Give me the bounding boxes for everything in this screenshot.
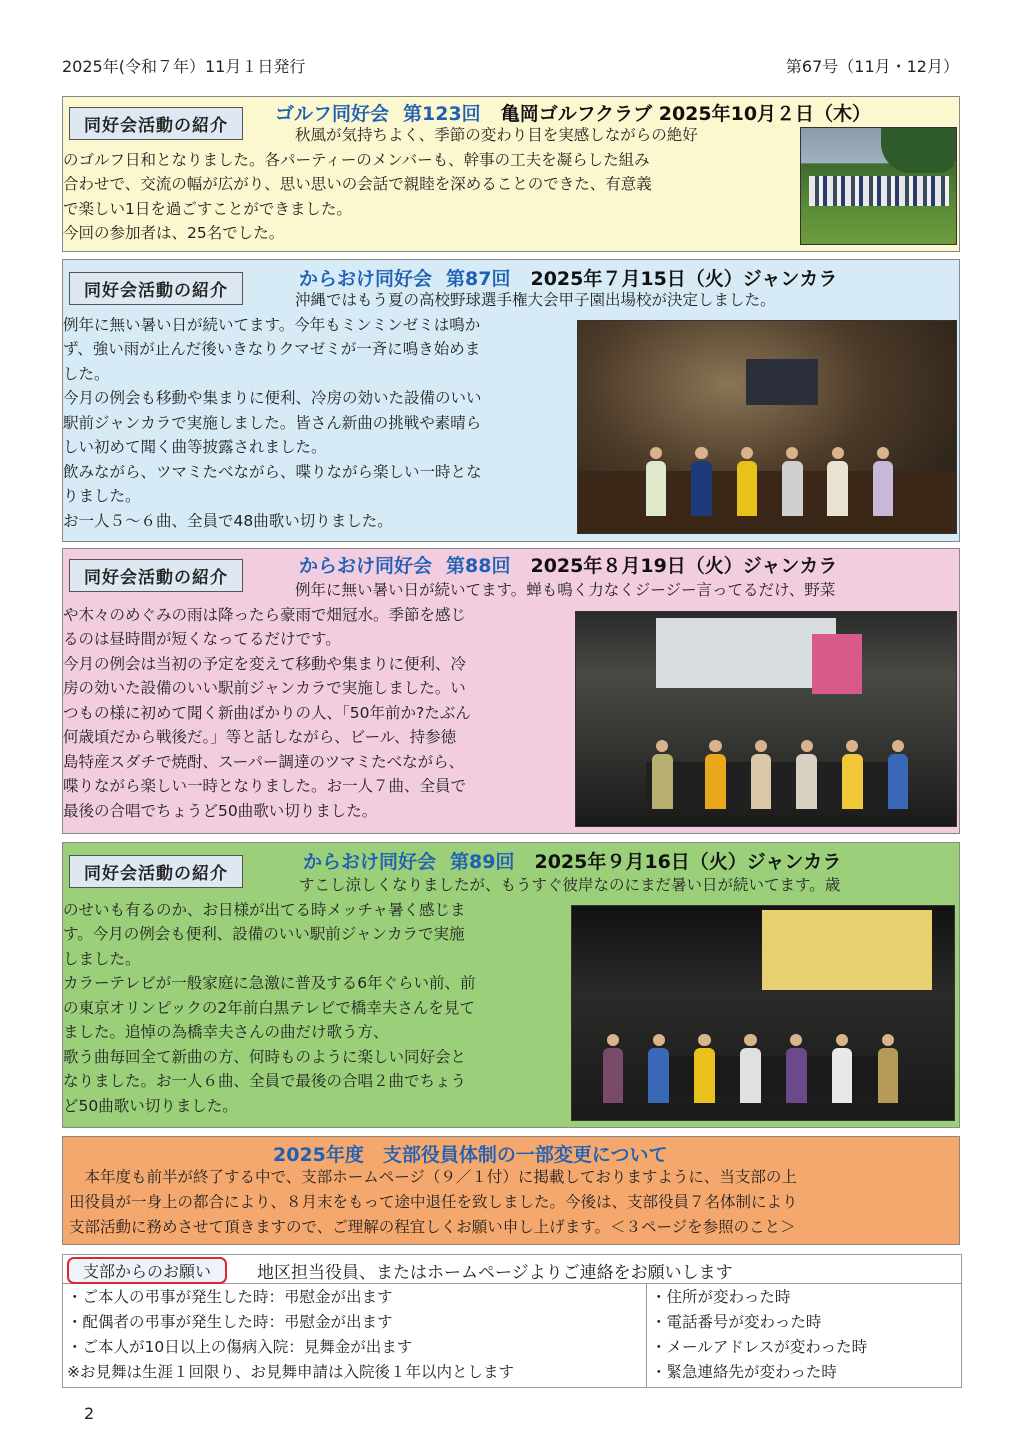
body-line: 沖縄ではもう夏の高校野球選手権大会甲子園出場校が決定しました。 [295,291,776,309]
body-line: りました。 [63,487,141,505]
body-line: ました。追悼の為橋幸夫さんの曲だけ歌う方、 [63,1023,389,1041]
meeting-date: 2025年８月19日（火）ジャンカラ [530,555,838,577]
body-line: した。 [63,364,110,383]
body-line: ど50曲歌い切りました。 [63,1096,238,1115]
body-line: 歌う曲毎回全て新曲の方、何時ものように楽しい同好会と [63,1047,467,1066]
branch-request-box [62,1254,962,1388]
body-line: カラーテレビが一般家庭に急激に普及する6年ぐらい前、前 [63,974,476,992]
section-tag: 同好会活動の紹介 [69,855,243,888]
notice-body [69,1165,953,1240]
photo-person [737,447,757,516]
body-line: お一人５～６曲、全員で48曲歌い切りました。 [63,511,393,530]
photo-sofa [578,471,957,534]
body-line: で楽しい1日を過ごすことができました。 [63,199,352,218]
body-line: 飲みながら、ツマミたべながら、喋りながら楽しい一時とな [63,462,482,481]
notice-line: 田役員が一身上の都合により、８月末をもって途中退任を致しました。今後は、支部役員７名体制により [69,1193,798,1211]
issue-date: 2025年(令和７年）11月１日発行 [62,57,306,76]
officer-change-notice [62,1136,960,1245]
meeting-date: 亀岡ゴルフクラブ 2025年10月２日（木） [500,103,872,125]
photo-poster [812,634,862,694]
request-header [63,1255,961,1284]
body-line: 房の効いた設備のいい駅前ジャンカラで実施しました。い [63,679,466,697]
body-line: 合わせで、交流の幅が広がり、思い思いの会話で親睦を深めることのできた、有意義 [63,175,652,193]
meeting-number: 第88回 [446,555,511,577]
notice-title: 2025年度 支部役員体制の一部変更について [273,1144,668,1166]
column-divider [646,1283,647,1387]
request-right-list [651,1285,867,1385]
issue-number: 第67号（11月・12月） [785,57,959,76]
body-line: す。今月の例会も便利、設備のいい駅前ジャンカラで実施 [63,925,465,943]
photo-table [646,762,906,802]
section-body [63,123,801,246]
body-line: 例年に無い暑い日が続いてます。今年もミンミンゼミは鳴か [63,315,481,334]
club-name: ゴルフ同好会 [275,103,390,125]
photo-person [603,1034,624,1103]
body-line: のせいも有るのか、お日様が出てる時メッチャ暑く感じま [63,900,466,919]
photo-person [694,1034,715,1103]
notice-line: 本年度も前半が終了する中で、支部ホームページ（９／１付）に掲載しておりますように、当支部の上 [69,1168,797,1186]
list-item: ・緊急連絡先が変わった時 [651,1363,837,1381]
photo-person [796,740,817,809]
photo-person [740,1034,761,1103]
body-line: 今月の例会も移動や集まりに便利、冷房の効いた設備のいい [63,389,482,407]
club-name: からおけ同好会 [299,555,433,577]
photo-person [888,740,909,809]
body-line: ず、強い雨が止んだ後いきなりクマゼミが一斉に鳴き始めま [63,340,481,358]
request-label: 地区担当役員、またはホームページよりご連絡をお願いします [257,1263,733,1283]
club-name: からおけ同好会 [299,268,433,290]
golf-group-photo [800,127,957,245]
body-line: 秋風が気持ちよく、季節の変わり目を実感しながらの絶好 [295,126,698,144]
list-item: ・配偶者の弔事が発生した時：弔慰金が出ます [67,1313,393,1331]
body-line: つもの様に初めて聞く新曲ばかりの人、「50年前か?たぶん [63,703,471,722]
section-tag: 同好会活動の紹介 [69,272,243,305]
section-headline [299,551,837,578]
section-body [63,873,841,1118]
body-line: るのは昼時間が短くなってるだけです。 [63,630,341,648]
list-item: ・ご本人が10日以上の傷病入院：見舞金が出ます [67,1338,413,1356]
section-tag: 同好会活動の紹介 [69,107,243,140]
photo-person [842,740,863,809]
body-line: 喋りながら楽しい一時となりました。お一人７曲、全員で [63,777,467,795]
section-headline [299,264,837,291]
body-line: のゴルフ日和となりました。各パーティーのメンバーも、幹事の工夫を凝らした組み [63,150,650,169]
notice-line: 支部活動に務めさせて頂きますので、ご理解の程宜しくお願い申し上げます。＜３ページを参照のこと＞ [69,1218,796,1236]
body-line: 島特産スダチで焼酎、スーパー調達のツマミたべながら、 [63,752,465,771]
photo-screen [746,359,818,405]
photo-person [873,447,893,516]
body-line: 例年に無い暑い日が続いてます。蝉も鳴く力なくジージー言ってるだけ、野菜 [295,581,836,599]
golf-section [62,96,960,252]
body-line: 駅前ジャンカラで実施しました。皆さん新曲の挑戦や素晴ら [63,413,482,432]
body-line: なりました。お一人６曲、全員で最後の合唱２曲でちょう [63,1072,467,1090]
photo-person [878,1034,899,1103]
photo-person [827,447,847,516]
section-body [63,578,836,823]
photo-screen [762,910,932,990]
karaoke-87-section [62,259,960,542]
body-line: 最後の合唱でちょうど50曲歌い切りました。 [63,801,378,820]
karaoke-88-photo [575,611,957,827]
body-line: すこし涼しくなりましたが、もうすぐ彼岸なのにまだ暑い日が続いてます。歳 [299,876,841,894]
club-name: からおけ同好会 [303,851,437,873]
photo-person [832,1034,853,1103]
karaoke-89-section [62,842,960,1128]
photo-person [705,740,726,809]
meeting-date: 2025年９月16日（火）ジャンカラ [534,851,842,873]
photo-person [691,447,711,516]
list-item: ・住所が変わった時 [651,1288,791,1306]
section-headline [303,847,841,874]
page-number: 2 [84,1404,95,1423]
meeting-number: 第87回 [446,268,511,290]
section-body [63,288,776,533]
photo-person [786,1034,807,1103]
photo-trees [881,128,957,173]
body-line: しい初めて聞く曲等披露されました。 [63,438,327,456]
photo-group [809,176,949,206]
photo-person [652,740,673,809]
list-item: ・ご本人の弔事が発生した時：弔慰金が出ます [67,1288,393,1306]
karaoke-87-photo [577,320,957,534]
photo-screen [656,618,836,688]
body-line: 何歳頃だから戦後だ。」等と話しながら、ビール、持参徳 [63,728,457,746]
list-item: ※お見舞は生涯１回限り、お見舞申請は入院後１年以内とします [67,1363,514,1381]
body-line: 今回の参加者は、25名でした。 [63,224,285,242]
photo-person [782,447,802,516]
body-line: の東京オリンピックの2年前白黒テレビで橋幸夫さんを見て [63,998,475,1017]
section-headline [275,99,871,126]
photo-person [646,447,666,516]
photo-person [648,1034,669,1103]
section-tag: 同好会活動の紹介 [69,559,243,592]
request-left-list [67,1285,514,1385]
list-item: ・電話番号が変わった時 [651,1313,822,1331]
meeting-date: 2025年７月15日（火）ジャンカラ [530,268,838,290]
karaoke-88-section [62,548,960,834]
karaoke-89-photo [571,905,955,1121]
meeting-number: 第123回 [403,103,481,125]
body-line: や木々のめぐみの雨は降ったら豪雨で畑冠水。季節を感じ [63,605,467,624]
photo-person [751,740,772,809]
body-line: しました。 [63,949,141,968]
body-line: 今月の例会は当初の予定を変えて移動や集まりに便利、冷 [63,654,467,673]
list-item: ・メールアドレスが変わった時 [651,1338,868,1356]
meeting-number: 第89回 [450,851,515,873]
request-pill: 支部からのお願い [67,1257,227,1284]
